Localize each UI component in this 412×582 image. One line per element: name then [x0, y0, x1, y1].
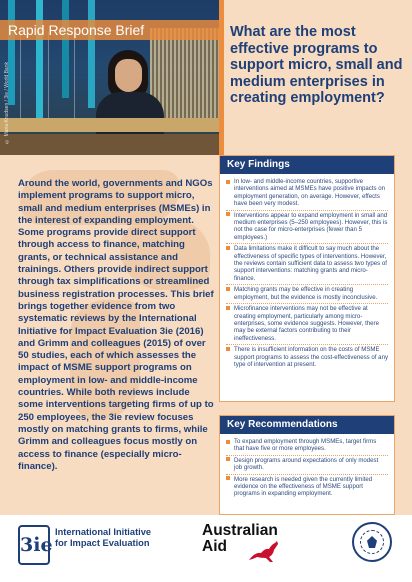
list-item: More research is needed given the currently limited evidence on the effectiveness of MSME support programs in expanding employment. — [226, 474, 388, 498]
loom-spool — [36, 0, 43, 118]
loom-base — [0, 134, 219, 155]
key-recommendations-box — [219, 415, 395, 515]
bullet-icon — [226, 457, 230, 461]
key-findings-header: Key Findings — [220, 156, 394, 174]
bullet-icon — [226, 287, 230, 291]
bullet-icon — [226, 306, 230, 310]
list-item: Microfinance interventions may not be effective at creating employment, particularly among micro-enterprises, some evidence suggests. However, there may be external factors contributing to their ineffectiveness. — [226, 303, 388, 342]
australian-aid-logo: Australian Aid — [202, 522, 278, 555]
bullet-icon — [226, 246, 230, 250]
accent-stripe — [219, 0, 224, 155]
bullet-icon — [226, 212, 230, 216]
government-seal — [352, 522, 392, 562]
3ie-name: International Initiative for Impact Evaluation — [55, 527, 152, 548]
photo-credit: © Maria Knudsen / 3ie / World Bank — [4, 62, 10, 144]
intro-paragraph: Around the world, governments and NGOs implement programs to support micro, small and medium enterprises (MSMEs) in the interest of expanding employment. Some programs provide direct support through access to finance, matching grants, or technical assistance and trainings. Others provide indirect support through tax simplifications or streamlined business registration processes. This brief brings together evidence from two systematic reviews by the International Initiative for Impact Evaluation 3ie (2016) and Grimm and colleagues (2015) of over 50 studies, each of which assesses the impact of MSME support programs on employment in low- and middle-income countries. While both reviews include some interventions targeting firms of up to 250 employees, the 3ie review focuses mostly on matching grants to firms, while Grimm and colleagues focus mostly on access to finance (especially micro-finance). — [18, 178, 214, 472]
key-recommendations-header: Key Recommendations — [220, 416, 394, 434]
list-item: Data limitations make it difficult to say much about the effectiveness of specific types of interventions. However, the reviews contain sufficient data to assess two types of support interventions: matching grants and micro-finance. — [226, 243, 388, 282]
loom-spool — [62, 0, 69, 98]
list-item: To expand employment through MSMEs, target firms that have five or more employees. — [226, 438, 388, 453]
bullet-icon — [226, 440, 230, 444]
key-findings-box — [219, 155, 395, 402]
loom-frame — [0, 118, 219, 132]
loom-thread — [48, 32, 49, 132]
kangaroo-icon — [247, 538, 281, 564]
loom-thread — [20, 32, 21, 132]
list-item: There is insufficient information on the costs of MSME support programs to assess the cost-effectiveness of any type of intervention at present. — [226, 344, 388, 368]
bullet-icon — [226, 347, 230, 351]
list-item: Interventions appear to expand employment in small and medium enterprises (5–250 employees). However, this is not the case for micro-enterprises (fewer than 5 employees.) — [226, 210, 388, 242]
bullet-icon — [226, 180, 230, 184]
bullet-icon — [226, 476, 230, 480]
3ie-logo: 3ie — [18, 525, 50, 565]
page-title: What are the most effective programs to support micro, small and medium enterprises in creating employment? — [230, 24, 403, 106]
key-recommendations-list — [220, 434, 394, 498]
list-item: In low- and middle-income countries, supportive interventions aimed at MSMEs have positive impacts on employment generation, on average. However, effects have been very modest. — [226, 178, 388, 208]
brief-type-label: Rapid Response Brief — [0, 20, 219, 40]
list-item: Matching grants may be effective in creating employment, but the evidence is mostly inconclusive. — [226, 284, 388, 301]
loom-thread — [74, 32, 75, 132]
key-findings-list — [220, 174, 394, 368]
loom-spool — [88, 0, 95, 108]
list-item: Design programs around expectations of only modest job growth. — [226, 455, 388, 472]
title-panel — [219, 0, 412, 155]
